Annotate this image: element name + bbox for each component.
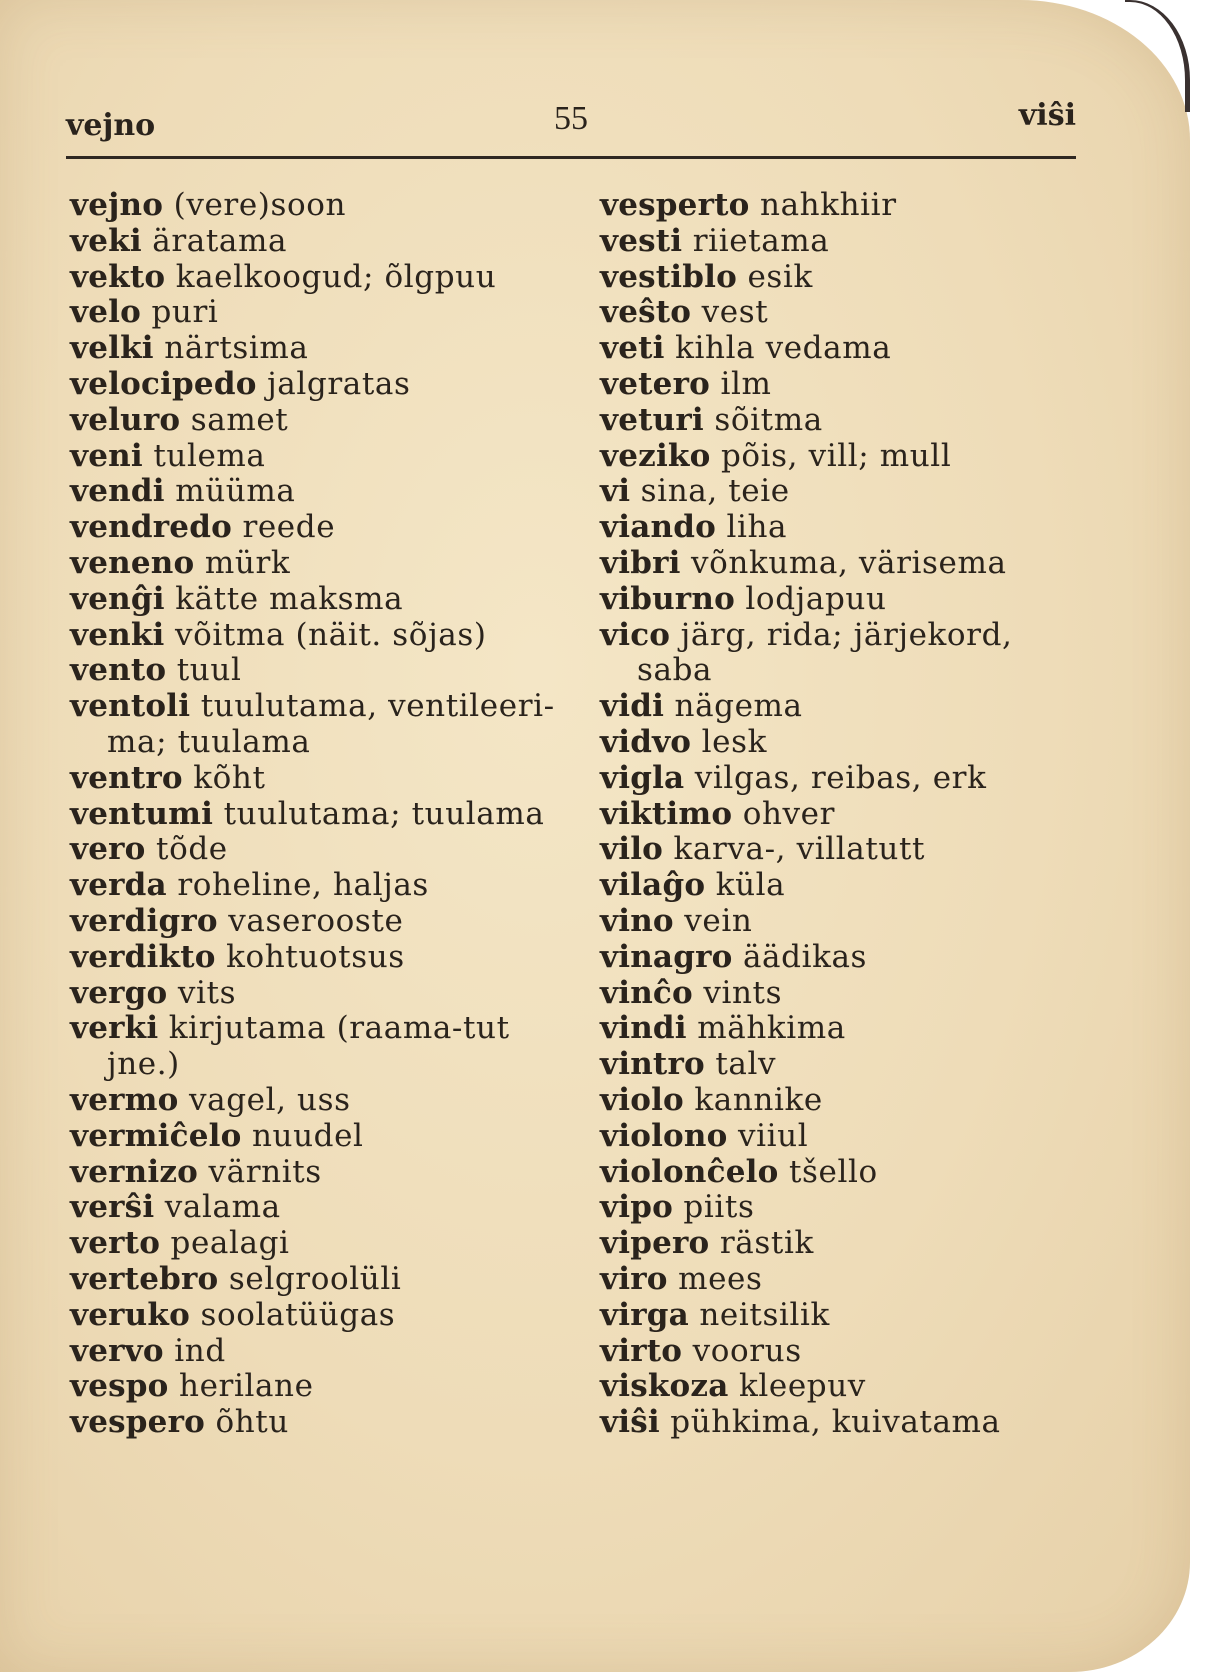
entry: verŝi valama <box>70 1189 281 1226</box>
entry: verdigro vaserooste <box>70 902 404 939</box>
entry: ventro kõht <box>70 759 266 796</box>
entry: veluro samet <box>70 401 289 438</box>
entry: verto pealagi <box>70 1225 290 1262</box>
entry: veziko põis, vill; mull <box>600 437 952 474</box>
entry: vetero ilm <box>600 365 772 402</box>
entry: virto voorus <box>600 1332 802 1369</box>
entry: vekto kaelkoogud; õlgpuu <box>70 258 497 295</box>
entry: venĝi kätte maksma <box>70 580 404 617</box>
entry: venki võitma (näit. sõjas) <box>70 616 487 653</box>
entry: vestiblo esik <box>600 258 813 295</box>
entry: veruko soolatüügas <box>70 1296 396 1333</box>
entry: virga neitsilik <box>600 1296 830 1333</box>
entry: vento tuul <box>70 652 242 689</box>
entry: vespero õhtu <box>70 1404 289 1441</box>
entry: veneno mürk <box>70 544 291 581</box>
entry: vipero rästik <box>600 1225 814 1262</box>
entry: vipo piits <box>600 1189 755 1226</box>
entry: vesperto nahkhiir <box>600 187 897 223</box>
entry: vervo ind <box>70 1332 226 1369</box>
entry: veni tulema <box>70 437 266 474</box>
entry: verdikto kohtuotsus <box>70 938 405 975</box>
entry: vino vein <box>600 902 753 939</box>
entry: ventoli tuulutama, ventileeri-ma; tuulama <box>70 688 555 760</box>
entry: vesti riietama <box>600 222 830 259</box>
entry: vilo karva-, villatutt <box>600 831 926 868</box>
entry: veturi sõitma <box>600 401 823 438</box>
entry: vinĉo vints <box>600 974 783 1011</box>
left-column <box>70 188 560 1441</box>
entry: violonĉelo tšello <box>600 1153 878 1190</box>
entry: vidi nägema <box>600 688 803 725</box>
entry: viskoza kleepuv <box>600 1368 866 1405</box>
guide-word-left: vejno <box>66 108 156 143</box>
right-column <box>600 188 1080 1441</box>
entry: vespo herilane <box>70 1368 314 1405</box>
entry: veki äratama <box>70 222 288 259</box>
entry: vidvo lesk <box>600 723 767 760</box>
entry: violono viiul <box>600 1117 809 1154</box>
header-rule <box>66 156 1076 159</box>
entry: vergo vits <box>70 974 237 1011</box>
entry: velocipedo jalgratas <box>70 365 411 402</box>
entry: viando liha <box>600 509 788 546</box>
page-header <box>66 98 1076 143</box>
guide-word-right: viŝi <box>1018 98 1076 133</box>
entry: violo kannike <box>600 1081 823 1118</box>
entry: vibri võnkuma, värisema <box>600 544 1007 581</box>
entry: vermiĉelo nuudel <box>70 1117 364 1154</box>
entry: viburno lodjapuu <box>600 580 887 617</box>
entry: verki kirjutama (raama-tut jne.) <box>70 1010 510 1083</box>
entry: viktimo ohver <box>600 795 836 832</box>
entry: veti kihla vedama <box>600 330 892 367</box>
entry: vigla vilgas, reibas, erk <box>600 759 987 796</box>
page-number: 55 <box>554 100 588 137</box>
entry: veŝto vest <box>600 294 769 331</box>
page-corner-edge <box>1125 0 1190 112</box>
entry: vendi müüma <box>70 473 296 510</box>
entry: vendredo reede <box>70 509 336 546</box>
entry: vinagro äädikas <box>600 938 868 975</box>
entry: vero tõde <box>70 831 228 868</box>
entry: vejno (vere)soon <box>70 187 347 223</box>
entry: verda roheline, haljas <box>70 867 429 904</box>
entry: viŝi pühkima, kuivatama <box>600 1404 1001 1441</box>
entry: vindi mähkima <box>600 1010 846 1047</box>
entry: ventumi tuulutama; tuulama <box>70 795 545 832</box>
entry: vertebro selgroolüli <box>70 1260 402 1297</box>
entry: vi sina, teie <box>600 473 790 510</box>
entry: vico järg, rida; järjekord, saba <box>600 616 1013 689</box>
entry: velo puri <box>70 294 219 331</box>
entry: vermo vagel, uss <box>70 1081 351 1118</box>
entry: vernizo värnits <box>70 1153 322 1190</box>
entry: vintro talv <box>600 1046 777 1083</box>
entry: viro mees <box>600 1260 763 1297</box>
entry: velki närtsima <box>70 330 309 367</box>
entry: vilaĝo küla <box>600 867 786 904</box>
